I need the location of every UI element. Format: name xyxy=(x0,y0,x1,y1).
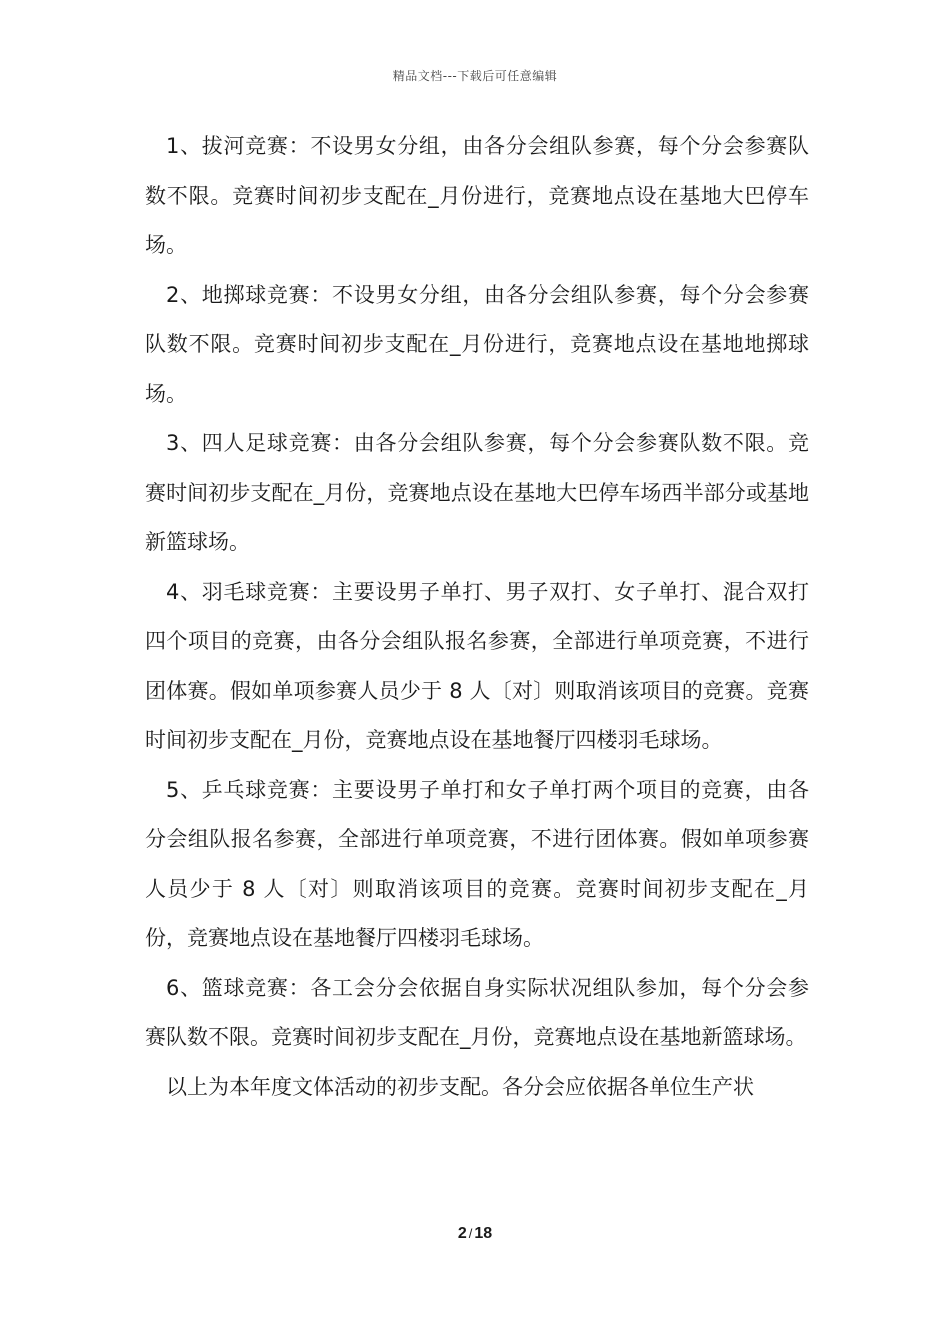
paragraph-basketball: 6、篮球竞赛：各工会分会依据自身实际状况组队参加，每个分会参赛队数不限。竞赛时间初步支配在_月份，竞赛地点设在基地新篮球场。 xyxy=(145,975,809,1049)
paragraph-four-a-side-football: 3、四人足球竞赛：由各分会组队参赛，每个分会参赛队数不限。竞赛时间初步支配在_月份，竞赛地点设在基地大巴停车场西半部分或基地新篮球场。 xyxy=(145,431,809,554)
paragraph-table-tennis: 5、乒乓球竞赛：主要设男子单打和女子单打两个项目的竞赛，由各分会组队报名参赛，全部进行单项竞赛，不进行团体赛。假如单项参赛人员少于 8 人〔对〕则取消该项目的竞赛。竞赛时间初步支配在_月份，竞赛地点设在基地餐厅四楼羽毛球场。 xyxy=(145,777,809,950)
paragraph-badminton: 4、羽毛球竞赛：主要设男子单打、男子双打、女子单打、混合双打四个项目的竞赛，由各分会组队报名参赛，全部进行单项竞赛，不进行团体赛。假如单项参赛人员少于 8 人〔对〕则取消该项目的竞赛。竞赛时间初步支配在_月份，竞赛地点设在基地餐厅四楼羽毛球场。 xyxy=(145,579,809,752)
document-header: 精品文档---下载后可任意编辑 xyxy=(392,69,558,83)
current-page-number: 2 xyxy=(457,1225,467,1242)
page-separator: / xyxy=(468,1226,473,1241)
page-number xyxy=(0,1225,950,1243)
paragraph-bocce: 2、地掷球竞赛：不设男女分组，由各分会组队参赛，每个分会参赛队数不限。竞赛时间初步支配在_月份进行，竞赛地点设在基地地掷球场。 xyxy=(145,282,809,406)
total-pages-number: 18 xyxy=(474,1225,493,1242)
paragraph-tug-of-war: 1、拔河竞赛：不设男女分组，由各分会组队参赛，每个分会参赛队数不限。竞赛时间初步支配在_月份进行，竞赛地点设在基地大巴停车场。 xyxy=(145,134,809,257)
paragraph-summary: 以上为本年度文体活动的初步支配。各分会应依据各单位生产状 xyxy=(166,1074,754,1099)
document-body xyxy=(145,122,809,1112)
